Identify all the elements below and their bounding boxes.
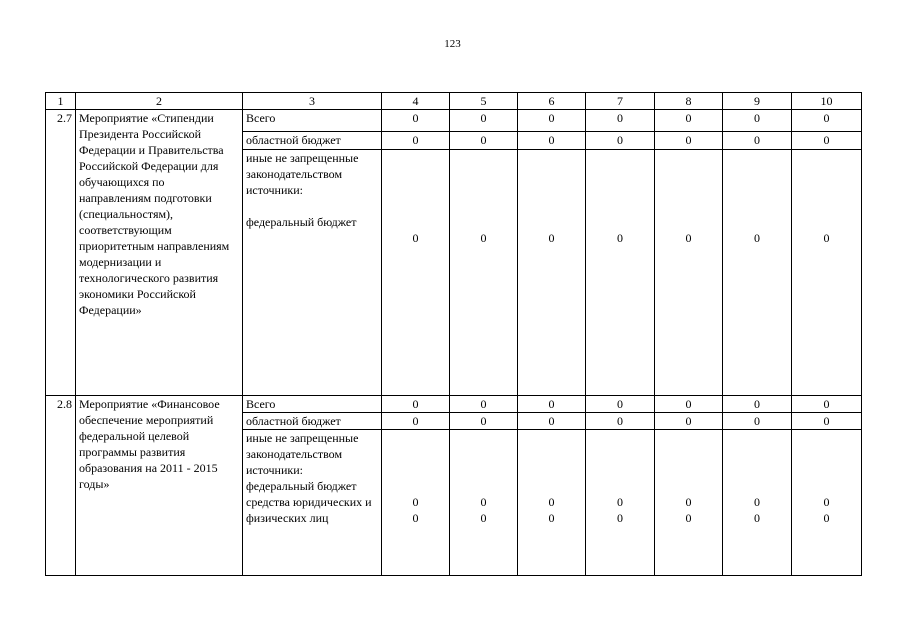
header-cell: 5 (450, 93, 518, 110)
federal-value: 0 (548, 495, 555, 509)
value-cell (723, 430, 792, 576)
value-cell: 0 (586, 396, 655, 413)
value-cell: 0 (382, 110, 450, 132)
value-cell: 0 (518, 413, 586, 430)
value-cell (586, 430, 655, 576)
header-cell: 1 (46, 93, 76, 110)
value-cell (655, 150, 723, 396)
value-cell (518, 150, 586, 396)
value-cell: 0 (586, 413, 655, 430)
federal-value: 0 (412, 495, 419, 509)
source-label-regional: областной бюджет (243, 132, 382, 150)
value-cell: 0 (792, 413, 862, 430)
value-cell: 0 (586, 132, 655, 150)
header-cell: 4 (382, 93, 450, 110)
value-cell: 0 (655, 396, 723, 413)
value-cell: 0 (518, 132, 586, 150)
legal-value: 0 (412, 511, 419, 525)
value-cell: 0 (723, 413, 792, 430)
value-cell: 0 (450, 396, 518, 413)
legal-value: 0 (548, 511, 555, 525)
other-sources-label: иные не запрещенные законодательством источники: (246, 151, 359, 197)
value-cell: 0 (655, 132, 723, 150)
value-cell: 0 (450, 110, 518, 132)
federal-value: 0 (412, 231, 419, 245)
federal-value: 0 (617, 495, 623, 509)
federal-value: 0 (480, 231, 487, 245)
federal-budget-label: федеральный бюджет (246, 479, 357, 493)
value-cell: 0 (382, 132, 450, 150)
legal-value: 0 (754, 511, 760, 525)
federal-value: 0 (754, 231, 760, 245)
federal-value: 0 (548, 231, 555, 245)
value-cell (586, 150, 655, 396)
header-cell: 6 (518, 93, 586, 110)
federal-value: 0 (823, 495, 830, 509)
value-cell (792, 430, 862, 576)
value-cell: 0 (382, 396, 450, 413)
value-cell: 0 (792, 110, 862, 132)
value-cell (792, 150, 862, 396)
page-number: 123 (444, 38, 461, 50)
header-cell: 10 (792, 93, 862, 110)
value-cell: 0 (518, 110, 586, 132)
source-label-regional: областной бюджет (243, 413, 382, 430)
value-cell (450, 150, 518, 396)
value-cell: 0 (586, 110, 655, 132)
measure-name: Мероприятие «Финансовое обеспечение мероприятий федеральной целевой программы развития образования на 2011 - 2015 годы» (76, 396, 243, 576)
federal-value: 0 (685, 231, 692, 245)
federal-value: 0 (823, 231, 830, 245)
legal-value: 0 (823, 511, 830, 525)
federal-value: 0 (754, 495, 760, 509)
value-cell: 0 (450, 413, 518, 430)
federal-value: 0 (617, 231, 623, 245)
value-cell: 0 (655, 413, 723, 430)
value-cell (382, 150, 450, 396)
federal-budget-label: федеральный бюджет (246, 215, 357, 229)
value-cell: 0 (723, 396, 792, 413)
legal-value: 0 (480, 511, 487, 525)
value-cell: 0 (382, 413, 450, 430)
value-cell: 0 (792, 132, 862, 150)
legal-value: 0 (617, 511, 623, 525)
value-cell: 0 (723, 132, 792, 150)
other-sources-label: иные не запрещенные законодательством источники: (246, 431, 359, 477)
header-cell: 2 (76, 93, 243, 110)
value-cell (723, 150, 792, 396)
header-cell: 8 (655, 93, 723, 110)
source-label-total: Всего (243, 110, 382, 132)
value-cell: 0 (723, 110, 792, 132)
source-label-other (243, 430, 382, 576)
value-cell (450, 430, 518, 576)
value-cell: 0 (450, 132, 518, 150)
value-cell (382, 430, 450, 576)
value-cell: 0 (792, 396, 862, 413)
table-row (46, 110, 862, 132)
legal-value: 0 (685, 511, 692, 525)
federal-value: 0 (685, 495, 692, 509)
header-cell: 3 (243, 93, 382, 110)
header-cell: 9 (723, 93, 792, 110)
value-cell (518, 430, 586, 576)
source-label-other (243, 150, 382, 396)
row-number: 2.7 (46, 110, 76, 396)
measure-name: Мероприятие «Стипендии Президента Российской Федерации и Правительства Российской Федерации для обучающихся по направлениям подготовки (специальностям), соответствующим приоритетным направлениям модернизации и технологического развития экономики Российской Федерации» (76, 110, 243, 396)
value-cell: 0 (655, 110, 723, 132)
federal-value: 0 (480, 495, 487, 509)
legal-entities-label: средства юридических и физических лиц (246, 495, 372, 525)
value-cell (655, 430, 723, 576)
table-row (46, 396, 862, 413)
header-cell: 7 (586, 93, 655, 110)
source-label-total: Всего (243, 396, 382, 413)
header-row (46, 93, 862, 110)
value-cell: 0 (518, 396, 586, 413)
row-number: 2.8 (46, 396, 76, 576)
budget-table (45, 92, 862, 576)
